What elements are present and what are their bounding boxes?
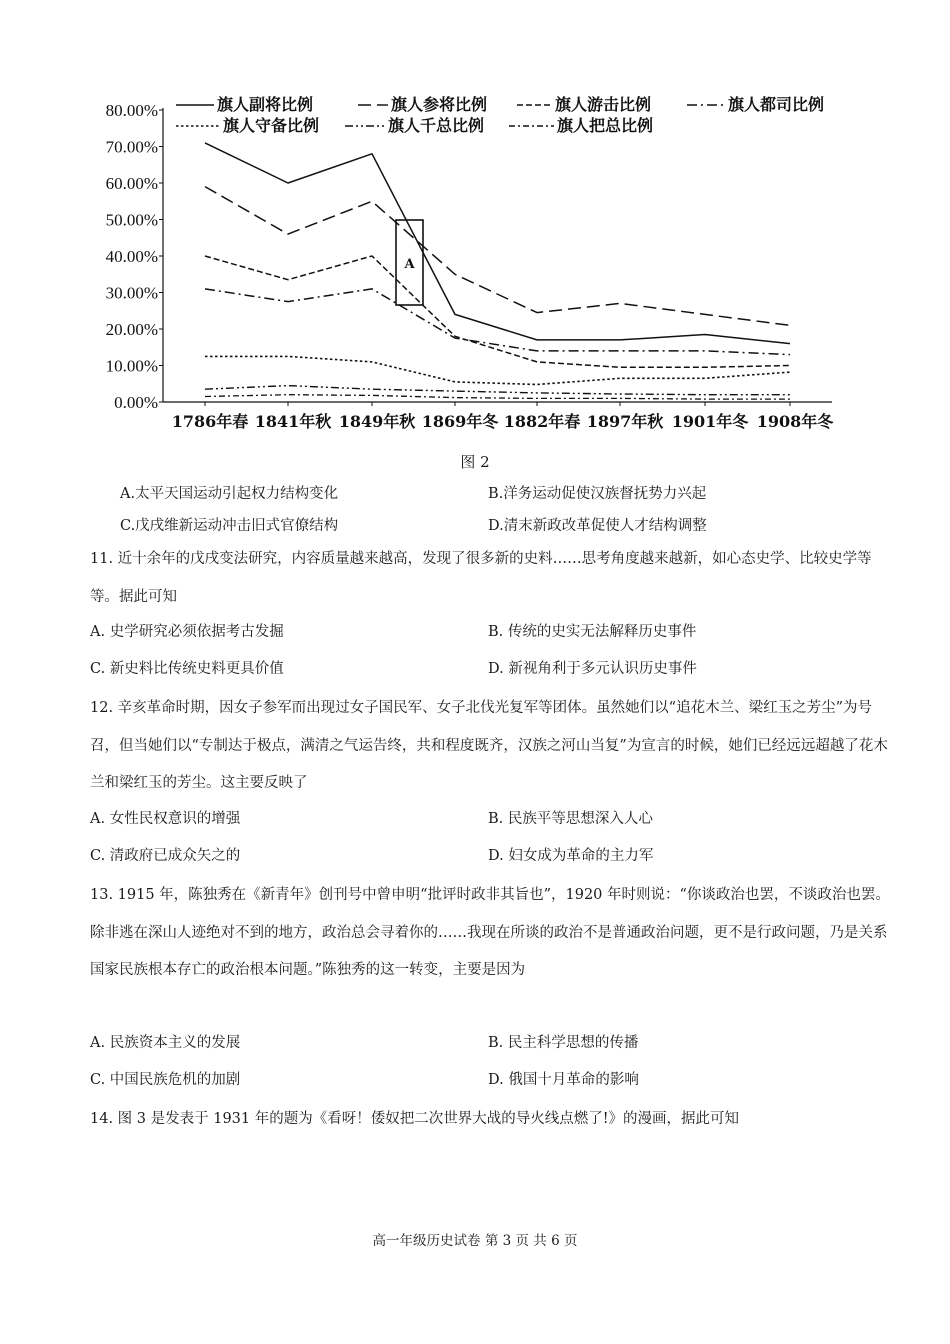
question-13-stem: 13. 1915 年，陈独秀在《新青年》创刊号中曾申明“批评时政非其旨也”，1920 年时则说：“你谈政治也罢，不谈政治也罢。除非逃在深山人迹绝对不到的地方，政治总会寻着你的……我现在所谈的政治不是普通政治问题，更不是行政问题，乃是关系国家民族根本存亡的政治根本问题。”陈独秀的这一转变，主要是因为 <box>90 887 890 978</box>
y-tick-label: 30.00% <box>105 283 158 303</box>
q11-option-b: B. 传统的史实无法解释历史事件 <box>488 624 697 640</box>
x-tick-label: 1849年秋 <box>338 412 416 431</box>
q12-option-d: D. 妇女成为革命的主力军 <box>488 848 654 864</box>
legend-label: 旗人守备比例 <box>223 116 320 135</box>
x-axis <box>163 402 834 431</box>
series-line-6 <box>205 386 790 395</box>
page-footer: 高一年级历史试卷 第 3 页 共 6 页 <box>372 1233 578 1249</box>
line-chart <box>0 0 950 450</box>
x-tick-label: 1897年秋 <box>586 412 664 431</box>
y-axis <box>106 101 163 412</box>
question-11-stem: 11. 近十余年的戊戌变法研究，内容质量越来越高，发现了很多新的史料……思考角度越来越新，如心态史学、比较史学等等。据此可知 <box>90 551 872 605</box>
y-tick-label: 50.00% <box>105 210 158 230</box>
q11-option-a: A. 史学研究必须依据考古发掘 <box>90 624 284 640</box>
x-tick-label: 1908年冬 <box>756 412 834 431</box>
y-tick-label: 20.00% <box>105 320 158 339</box>
y-tick-label: 70.00% <box>105 137 158 157</box>
q13-option-a: A. 民族资本主义的发展 <box>90 1035 241 1051</box>
q12-option-a: A. 女性民权意识的增强 <box>90 811 241 827</box>
y-tick-label: 60.00% <box>105 174 158 193</box>
q10-option-b: B.洋务运动促使汉族督抚势力兴起 <box>488 486 707 502</box>
q13-option-b: B. 民主科学思想的传播 <box>488 1035 639 1051</box>
series-line-7 <box>205 395 790 399</box>
legend-label: 旗人把总比例 <box>557 116 654 135</box>
x-tick-label: 1841年秋 <box>254 412 332 431</box>
q10-option-c: C.戊戌维新运动冲击旧式官僚结构 <box>120 518 339 534</box>
q13-option-d: D. 俄国十月革命的影响 <box>488 1072 639 1088</box>
legend-label: 旗人都司比例 <box>728 95 825 114</box>
q12-option-c: C. 清政府已成众矢之的 <box>90 848 241 864</box>
q11-option-d: D. 新视角利于多元认识历史事件 <box>488 661 697 677</box>
series-line-4 <box>205 289 790 355</box>
x-tick-label: 1869年冬 <box>421 412 499 431</box>
y-tick-label: 40.00% <box>105 247 158 266</box>
q11-option-c: C. 新史料比传统史料更具价值 <box>90 661 284 677</box>
x-tick-label: 1882年春 <box>503 412 581 431</box>
q10-option-a: A.太平天国运动引起权力结构变化 <box>120 486 339 502</box>
question-14-stem: 14. 图 3 是发表于 1931 年的题为《看呀！倭奴把二次世界大战的导火线点燃了!》的漫画，据此可知 <box>90 1111 740 1127</box>
series-line-3 <box>205 256 790 367</box>
legend-label: 旗人副将比例 <box>217 95 314 114</box>
y-tick-label: 80.00% <box>105 101 158 120</box>
series-line-2 <box>205 187 790 326</box>
y-tick-label: 0.00% <box>114 393 158 412</box>
q13-option-c: C. 中国民族危机的加剧 <box>90 1072 241 1088</box>
q12-option-b: B. 民族平等思想深入人心 <box>488 811 653 827</box>
chart-legend <box>176 95 824 135</box>
x-tick-label: 1786年春 <box>171 412 249 431</box>
annotation-label-a: A <box>404 257 415 272</box>
legend-label: 旗人游击比例 <box>555 95 652 114</box>
figure-caption: 图 2 <box>460 453 490 471</box>
y-tick-label: 10.00% <box>105 356 158 376</box>
series-line-5 <box>205 356 790 384</box>
chart-series-lines <box>205 143 790 399</box>
question-12-stem: 12. 辛亥革命时期，因女子参军而出现过女子国民军、女子北伐光复军等团体。虽然她们以“追花木兰、梁红玉之芳尘”为号召，但当她们以“专制达于极点，满清之气运告终，共和程度既齐，汉族之河山当复”为宣言的时候，她们已经远远超越了花木兰和梁红玉的芳尘。这主要反映了 <box>90 700 888 791</box>
x-tick-label: 1901年冬 <box>671 412 749 431</box>
legend-label: 旗人参将比例 <box>391 95 488 114</box>
q10-option-d: D.清末新政改革促使人才结构调整 <box>488 518 707 534</box>
legend-label: 旗人千总比例 <box>388 116 485 135</box>
